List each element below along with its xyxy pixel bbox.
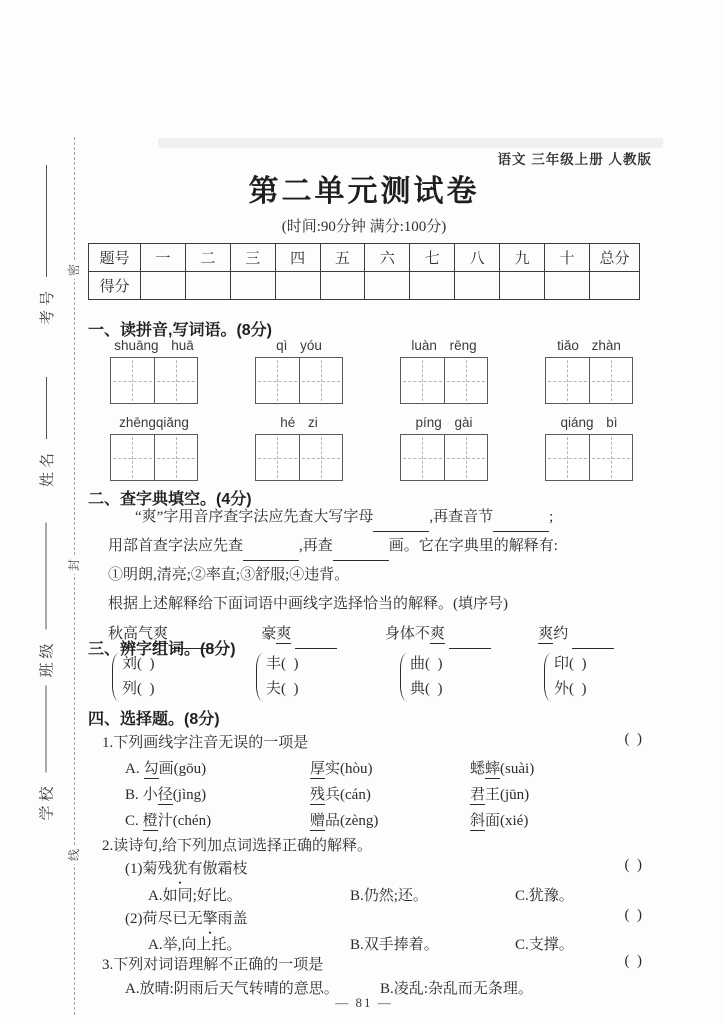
school-label: 学校 — [39, 782, 55, 821]
poem-line: (2)荷尽已无擎雨盖 — [125, 911, 248, 927]
word-item: 小径(jìng) — [142, 787, 207, 803]
score-cell[interactable] — [455, 272, 500, 300]
pinyin-group — [255, 337, 343, 404]
q2-sub1-options — [148, 884, 574, 905]
score-cell[interactable] — [185, 272, 230, 300]
col-header: 四 — [275, 244, 320, 272]
fill-blank[interactable] — [373, 518, 429, 532]
option: C.犹豫。 — [515, 888, 574, 904]
time-score-subtitle: (时间:90分钟 满分:100分) — [281, 219, 447, 235]
writing-grid-box[interactable] — [110, 357, 198, 404]
brace-icon — [544, 653, 551, 701]
fill-blank[interactable] — [572, 635, 614, 649]
section2-body — [108, 503, 642, 649]
word-item: 蟋蟀(suài) — [470, 761, 535, 777]
fill-blank[interactable] — [493, 518, 549, 532]
col-header: 五 — [320, 244, 365, 272]
writing-grid-box[interactable] — [255, 434, 343, 481]
section1-heading: 一、读拼音,写词语。(8分) — [88, 322, 273, 339]
fill-blank[interactable] — [243, 547, 299, 561]
table-row — [89, 272, 640, 300]
score-cell[interactable] — [275, 272, 320, 300]
pinyin-writing-grid — [88, 337, 640, 487]
answer-paren[interactable]: ( ) — [569, 656, 587, 672]
word-item: 秋高气爽 — [108, 620, 214, 649]
word-item: 厚实(hòu) — [310, 761, 373, 777]
answer-paren[interactable]: ( ) — [624, 907, 642, 923]
section4-heading: 四、选择题。(8分) — [88, 711, 220, 728]
answer-paren[interactable]: ( ) — [425, 681, 443, 697]
score-cell[interactable] — [590, 272, 640, 300]
brace-icon — [112, 653, 119, 701]
col-header: 六 — [365, 244, 410, 272]
seal-char-xian: 线 — [65, 846, 83, 864]
word-item: 君王(jūn) — [470, 787, 530, 803]
option: A.如同;好比。 — [148, 888, 242, 904]
pinyin-group — [400, 337, 488, 404]
col-header: 十 — [545, 244, 590, 272]
q1-stem: 1.下列画线字注音无误的一项是 — [102, 735, 309, 751]
char-pair: 丰( ) 夫( ) — [256, 652, 299, 702]
word-item: 身体不爽 — [385, 620, 491, 649]
dictionary-line-4: 根据上述解释给下面词语中画线字选择恰当的解释。(填序号) — [108, 596, 508, 612]
char-pair: 刘( ) 列( ) — [112, 652, 155, 702]
col-header: 一 — [141, 244, 186, 272]
question-number-header: 题号 — [89, 244, 141, 272]
section3-heading: 三、辨字组词。(8分) — [88, 641, 236, 658]
poem-line: (1)菊残犹有傲霜枝 — [125, 861, 248, 877]
name-write-line[interactable] — [46, 377, 47, 439]
col-header: 九 — [500, 244, 545, 272]
pinyin-group — [110, 414, 198, 481]
option: A.举,向上托。 — [148, 937, 242, 953]
q1-option-row: C. 橙汁(chén) 赠品(zèng) 斜面(xié) — [125, 809, 528, 830]
pinyin-group — [255, 414, 343, 481]
answer-paren[interactable]: ( ) — [624, 953, 642, 969]
pinyin-group — [400, 414, 488, 481]
pinyin-label: qì yóu — [276, 338, 322, 353]
emphasized-char: 犹 — [172, 861, 188, 877]
q2-sub2-stem-row — [125, 907, 642, 928]
dictionary-line-2: 用部首查字法应先查 ,再查 画。它在字典里的解释有: — [108, 532, 642, 561]
pinyin-label: luàn rēng — [411, 338, 477, 353]
word-item: 豪爽 — [261, 620, 337, 649]
col-header: 二 — [185, 244, 230, 272]
pinyin-label: shuāng huā — [114, 338, 194, 353]
page-number: — 81 — — [335, 995, 393, 1010]
col-header: 七 — [410, 244, 455, 272]
q3-stem: 3.下列对词语理解不正确的一项是 — [102, 957, 324, 973]
score-cell[interactable] — [365, 272, 410, 300]
section2-heading: 二、查字典填空。(4分) — [88, 491, 252, 508]
word-item: 爽约 — [538, 620, 614, 649]
word-item: 橙汁(chén) — [142, 813, 212, 829]
edition-header: 语文 三年级上册 人教版 — [497, 152, 652, 167]
writing-grid-box[interactable] — [545, 434, 633, 481]
score-cell[interactable] — [545, 272, 590, 300]
q1-option-row: A. 勾画(gōu) 厚实(hòu) 蟋蟀(suài) — [125, 757, 534, 778]
score-cell[interactable] — [141, 272, 186, 300]
answer-paren[interactable]: ( ) — [425, 656, 443, 672]
answer-paren[interactable]: ( ) — [281, 681, 299, 697]
answer-paren[interactable]: ( ) — [569, 681, 587, 697]
word-item: 赠品(zèng) — [310, 813, 379, 829]
class-label: 班级 — [39, 639, 55, 678]
pinyin-label: hé zi — [280, 415, 318, 430]
writing-grid-box[interactable] — [400, 357, 488, 404]
pinyin-group — [545, 337, 633, 404]
fill-blank[interactable] — [333, 547, 389, 561]
fill-blank[interactable] — [449, 635, 491, 649]
q2-stem: 2.读诗句,给下列加点词选择正确的解释。 — [102, 838, 373, 854]
answer-paren[interactable]: ( ) — [624, 857, 642, 873]
writing-grid-box[interactable] — [400, 434, 488, 481]
pinyin-label: zhēngqiǎng — [119, 415, 189, 430]
q3-stem-row — [102, 953, 642, 974]
brace-icon — [400, 653, 407, 701]
q1-stem-row — [102, 731, 642, 752]
col-header: 三 — [230, 244, 275, 272]
exam-number-label: 考号 — [39, 286, 56, 325]
brace-icon — [256, 653, 263, 701]
q2-sub1-stem-row — [125, 857, 642, 878]
option: B.双手捧着。 — [350, 937, 439, 953]
answer-paren[interactable]: ( ) — [281, 656, 299, 672]
pinyin-label: tiǎo zhàn — [557, 338, 621, 353]
class-write-line[interactable] — [45, 523, 46, 630]
emphasized-char: 擎 — [202, 911, 218, 927]
fill-blank[interactable] — [295, 635, 337, 649]
word-item: 斜面(xié) — [470, 813, 529, 829]
writing-grid-box[interactable] — [255, 357, 343, 404]
answer-paren[interactable]: ( ) — [137, 656, 155, 672]
option: C.支撑。 — [515, 937, 574, 953]
word-item: 勾画(gōu) — [143, 761, 207, 777]
dictionary-line-3: ①明朗,清亮;②率直;③舒服;④违背。 — [108, 567, 350, 583]
q1-option-row: B. 小径(jìng) 残兵(cán) 君王(jūn) — [125, 783, 529, 804]
page-title: 第二单元测试卷 — [248, 175, 480, 208]
char-pair: 印( ) 外( ) — [544, 652, 587, 702]
score-cell[interactable] — [230, 272, 275, 300]
exam-number-write-line[interactable] — [46, 165, 47, 277]
answer-paren[interactable]: ( ) — [624, 731, 642, 747]
pinyin-label: píng gài — [415, 415, 473, 430]
score-header: 得分 — [89, 272, 141, 300]
score-cell[interactable] — [410, 272, 455, 300]
score-cell[interactable] — [320, 272, 365, 300]
table-row — [89, 244, 640, 272]
option: B.凌乱:杂乱而无条理。 — [380, 981, 533, 997]
total-header: 总分 — [590, 244, 640, 272]
seal-field-school — [36, 686, 56, 821]
word-item: 残兵(cán) — [310, 787, 371, 803]
seal-field-class — [36, 523, 56, 678]
option: B.仍然;还。 — [350, 888, 428, 904]
seal-char-mi: 密 — [65, 261, 83, 279]
char-pair: 曲( ) 典( ) — [400, 652, 443, 702]
q2-sub2-options — [148, 933, 574, 954]
option: A.放晴:阴雨后天气转晴的意思。 — [125, 981, 339, 997]
pinyin-label: qiáng bì — [560, 415, 618, 430]
seal-char-feng: 封 — [65, 556, 83, 574]
dictionary-line-1: “爽”字用音序查字法应先查大写字母 ,再查音节 ; — [108, 503, 642, 532]
seal-field-exam-number — [36, 165, 56, 325]
seal-field-name — [36, 377, 56, 487]
pinyin-group — [110, 337, 198, 404]
school-write-line[interactable] — [45, 686, 46, 773]
name-label: 姓名 — [39, 448, 56, 487]
writing-grid-box[interactable] — [110, 434, 198, 481]
col-header: 八 — [455, 244, 500, 272]
pinyin-group — [545, 414, 633, 481]
answer-paren[interactable]: ( ) — [137, 681, 155, 697]
scan-artifact — [158, 138, 663, 148]
score-cell[interactable] — [500, 272, 545, 300]
score-table — [88, 243, 640, 300]
writing-grid-box[interactable] — [545, 357, 633, 404]
